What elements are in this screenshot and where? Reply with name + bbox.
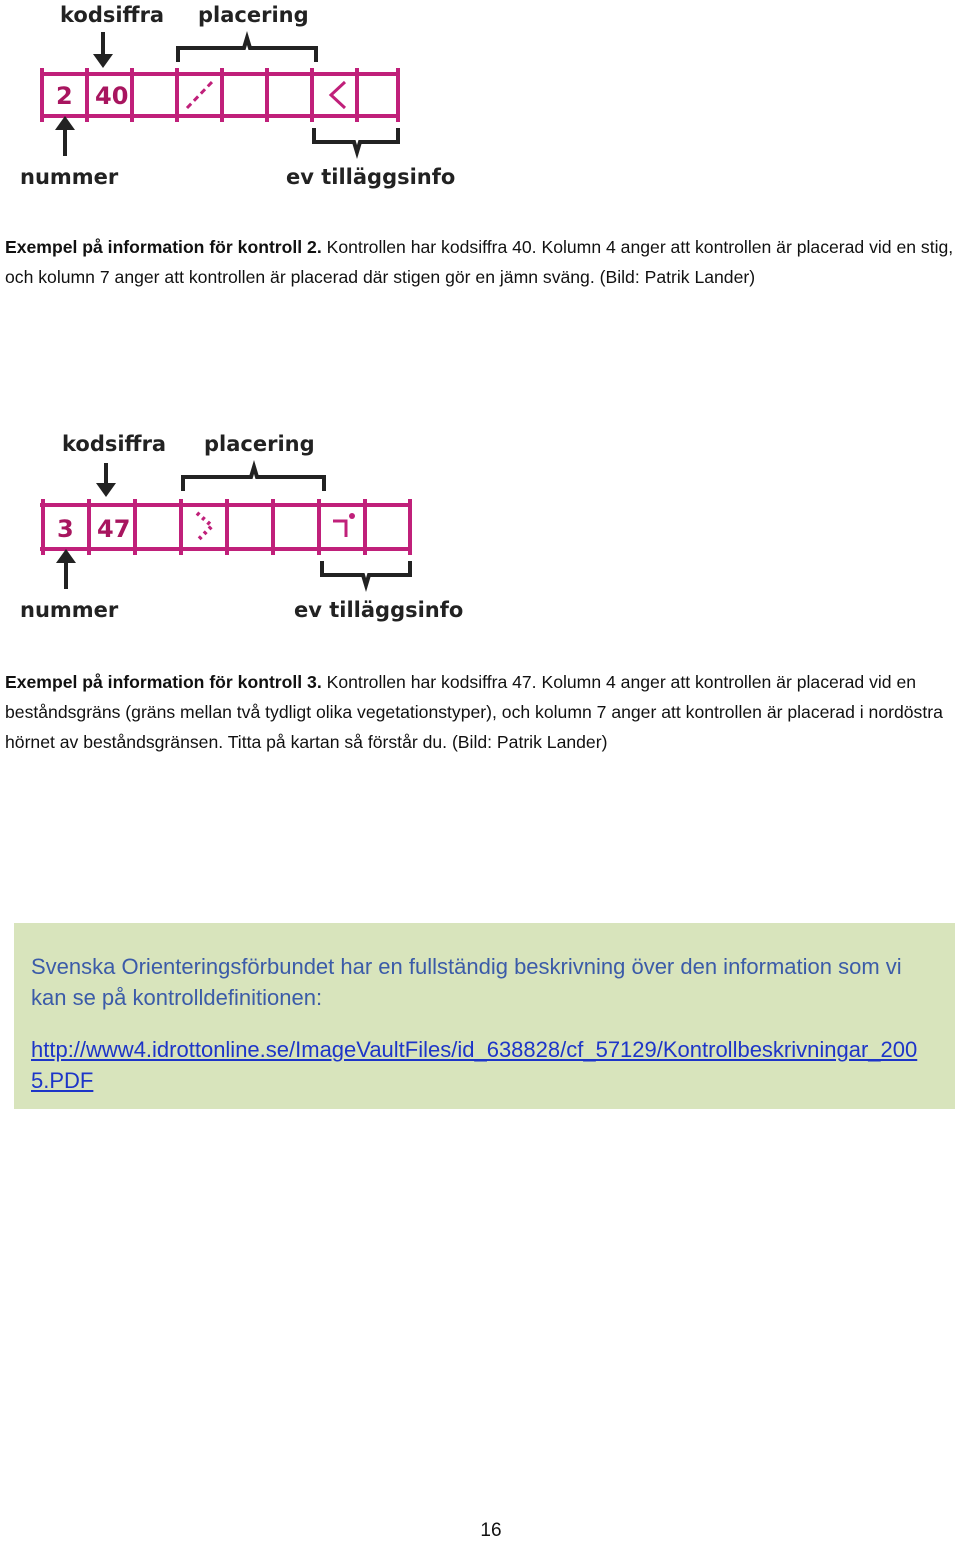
caption-2-text: Kontrollen har kodsiffra 47. Kolumn 4 anger att kontrollen är placerad vid en beståndsgräns (gräns mellan två tydligt olika vegetationstyper), och kolumn 7 anger att kontrollen är placerad i nordöstra hörnet av beståndsgränsen. Titta på kartan så förstår du. (Bild: Patrik Lander) [5, 672, 943, 752]
label-tillaggsinfo: ev tilläggsinfo [294, 598, 464, 622]
cell-control-code: 47 [97, 515, 131, 543]
figure-1-caption [5, 232, 960, 292]
arrow-up-icon [55, 116, 75, 156]
arrow-down-icon [96, 463, 116, 497]
info-box [14, 923, 955, 1109]
cell-control-number: 3 [57, 515, 74, 543]
brace-placering-icon [178, 38, 316, 62]
brace-placering-icon [183, 467, 324, 491]
control-description-figure-2 [0, 425, 470, 630]
label-kodsiffra: kodsiffra [62, 432, 167, 456]
path-symbol-icon [187, 82, 212, 108]
figure-2-caption [5, 667, 960, 757]
control-description-figure-1 [0, 0, 460, 200]
label-tillaggsinfo: ev tilläggsinfo [286, 165, 456, 189]
brace-tillaggsinfo-icon [314, 128, 398, 152]
control-descriptions-link[interactable]: http://www4.idrottonline.se/ImageVaultFiles/id_638828/cf_57129/Kontrollbeskrivningar_2005.PDF [31, 1037, 918, 1093]
label-placering: placering [204, 432, 315, 456]
northeast-corner-symbol-icon [333, 513, 355, 537]
label-nummer: nummer [20, 598, 119, 622]
label-placering: placering [198, 3, 309, 27]
arrow-down-icon [93, 32, 113, 68]
brace-tillaggsinfo-icon [322, 561, 410, 585]
bend-symbol-icon [331, 82, 345, 108]
control-row-table [40, 499, 412, 555]
label-kodsiffra: kodsiffra [60, 3, 165, 27]
cell-control-number: 2 [56, 82, 73, 110]
page-number: 16 [480, 1520, 502, 1541]
vegetation-boundary-symbol-icon [197, 513, 212, 541]
caption-1-bold: Exempel på information för kontroll 2. [5, 237, 322, 257]
control-row-table [40, 68, 400, 122]
arrow-up-icon [56, 549, 76, 589]
cell-control-code: 40 [95, 82, 129, 110]
caption-1-text: Kontrollen har kodsiffra 40. Kolumn 4 anger att kontrollen är placerad vid en stig, och kolumn 7 anger att kontrollen är placerad där stigen gör en jämn sväng. (Bild: Patrik Lander) [5, 237, 954, 287]
label-nummer: nummer [20, 165, 119, 189]
info-box-text: Svenska Orienteringsförbundet har en fullständig beskrivning över den information som vi kan se på kontrolldefinitionen: [31, 954, 902, 1010]
caption-2-bold: Exempel på information för kontroll 3. [5, 672, 322, 692]
